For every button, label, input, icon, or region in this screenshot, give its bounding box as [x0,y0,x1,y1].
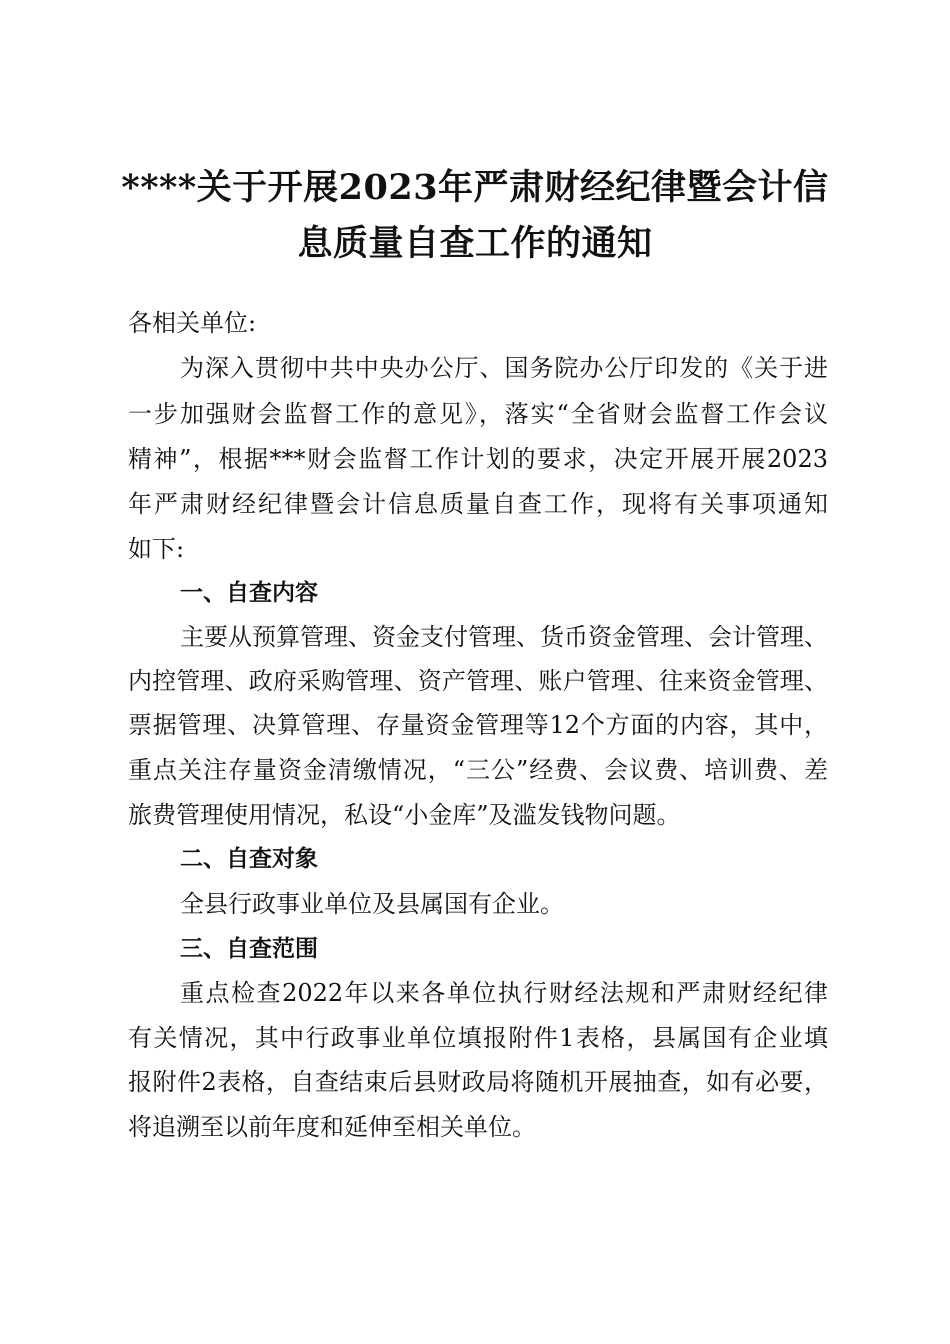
document-title-line-2: 息质量自查工作的通知 [297,223,653,264]
salutation: 各相关单位: [128,309,257,337]
section-scope-line: 报附件2表格，自查结束后县财政局将随机开展抽查，如有必要， [128,1068,828,1096]
section-scope-line: 将追溯至以前年度和延伸至相关单位。 [128,1113,536,1141]
section-scope-line: 重点检查2022年以来各单位执行财经法规和严肃财经纪律 [180,979,828,1007]
section-content-line: 主要从预算管理、资金支付管理、货币资金管理、会计管理、 [180,623,828,651]
section-scope-line: 有关情况，其中行政事业单位填报附件1表格，县属国有企业填 [128,1024,828,1052]
section-content-line: 旅费管理使用情况，私设“小金库”及滥发钱物问题。 [128,801,681,829]
section-heading-scope: 三、自查范围 [180,936,318,962]
intro-line: 精神”，根据***财会监督工作计划的要求，决定开展开展2023 [128,445,828,473]
section-content-line: 票据管理、决算管理、存量资金管理等12个方面的内容，其中， [128,711,828,739]
section-object-line: 全县行政事业单位及县属国有企业。 [180,890,564,918]
intro-line: 年严肃财经纪律暨会计信息质量自查工作，现将有关事项通知 [128,490,828,518]
intro-line: 如下: [128,535,185,563]
section-heading-object: 二、自查对象 [180,846,318,872]
intro-line: 为深入贯彻中共中央办公厅、国务院办公厅印发的《关于进 [180,354,828,382]
section-heading-content: 一、自查内容 [180,580,318,606]
section-content-line: 重点关注存量资金清缴情况，“三公”经费、会议费、培训费、差 [128,756,828,784]
section-content-line: 内控管理、政府采购管理、资产管理、账户管理、往来资金管理、 [128,667,828,695]
document-title-line-1: ****关于开展2023年严肃财经纪律暨会计信 [121,167,829,208]
intro-line: 一步加强财会监督工作的意见》，落实“全省财会监督工作会议 [128,400,828,428]
